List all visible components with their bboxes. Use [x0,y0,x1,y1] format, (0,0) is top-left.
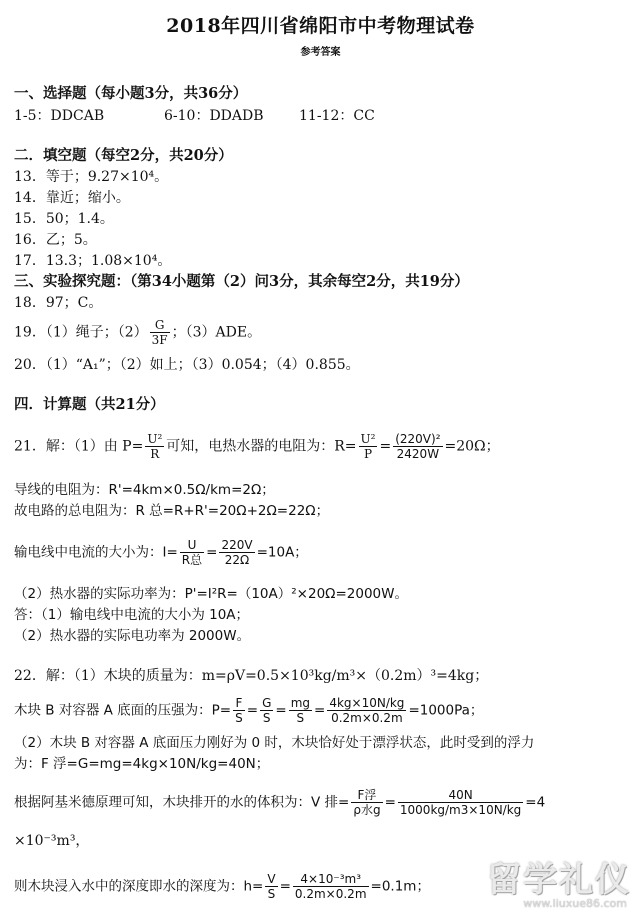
answer-22-step5: 根据阿基米德原理可知，木块排开的水的体积为：V 排= $\frac{\text{F浮}}{\text{ρ水g}}$ = $\frac{40N}{1000kg/m3\times 10N/kg}$ =4 [14,788,546,817]
fraction-mg-over-s: $\frac{mg}{S}$ [290,696,310,725]
watermark-text: 留学礼仪 [487,860,631,900]
answer-13: 13．等于；9.27×10⁴。 [14,169,169,185]
section-calculation: 四．计算题（共21分） [14,396,165,413]
fraction-u2-over-p: $\frac{\text{U²}}{P}$ [360,432,376,461]
section-experiment: 三、实验探究题：（第34小题第（2）问3分，其余每空2分，共19分） [14,273,469,290]
answer-21-step1: 21．解：（1）由 P= $\frac{\text{U²}}{R}$ 可知，电热水器的电阻为：R= $\frac{\text{U²}}{P}$ = $\frac{\text{(220V)²}}{2420W}$ =20Ω； [14,432,500,461]
answer-21-step2: 导线的电阻为：R'=4km×0.5Ω/km=2Ω； [14,482,275,498]
answer-22-step4: 为：F 浮=G=mg=4kg×10N/kg=40N； [14,756,270,772]
answer-14: 14．靠近；缩小。 [14,190,130,206]
fraction-v-over-s: $\frac{V}{S}$ [267,872,276,901]
answer-21-step3: 故电路的总电阻为：R 总=R+R'=20Ω+2Ω=22Ω； [14,503,330,519]
answer-21-conclusion-1: 答：（1）输电线中电流的大小为 10A； [14,607,250,623]
answer-19-text: 19．（1）绳子；（2） [14,324,148,341]
answer-22-step5-continued: ×10⁻³m³， [14,833,90,849]
fraction-u2-over-r: $\frac{\text{U²}}{R}$ [147,432,163,461]
watermark-url: www.liuxue86.com [523,897,627,910]
fraction-4kg-over-area: $\frac{4kg\times 10N/kg}{0.2m\times 0.2m}$ [329,696,405,725]
page-subtitle: 参考答案 [300,47,341,58]
answer-21-conclusion-2: （2）热水器的实际电功率为 2000W。 [14,628,251,644]
mc-answer-11-12: 11-12：CC [299,108,375,124]
answer-22-step3: （2）木块 B 对容器 A 底面压力刚好为 0 时，木块恰好处于漂浮状态，此时受到的浮力 [14,735,535,751]
fraction-g-over-s: $\frac{G}{S}$ [262,696,272,725]
answer-22-step1: 22．解：（1）木块的质量为：m=ρV=0.5×10³kg/m³×（0.2m）³=4kg； [14,668,489,684]
answer-16: 16．乙；5。 [14,232,97,248]
watermark-logo [481,852,631,912]
section-multiple-choice: 一、选择题（每小题3分，共36分） [14,85,248,102]
section-fill-in: 二．填空题（每空2分，共20分） [14,147,233,164]
answer-19 [14,318,261,347]
answer-18: 18．97；C。 [14,295,103,311]
answer-19-tail: ；（3）ADE。 [171,324,262,341]
answer-17: 17．13.3；1.08×10⁴。 [14,253,172,269]
mc-answer-1-5: 1-5：DDCAB [14,108,105,124]
fraction-g-over-3f: $\frac{G}{3F}$ [151,318,168,347]
fraction-220v-over-22ohm: $\frac{220V}{22\Omega}$ [221,538,253,567]
page-title: 2018年四川省绵阳市中考物理试卷 [166,15,475,37]
answer-21-step4: 输电线中电流的大小为：I= $\frac{U}{\text{R总}}$ = $\frac{220V}{22\Omega}$ =10A； [14,538,308,567]
fraction-f-over-s: $\frac{F}{S}$ [235,696,243,725]
fraction-fbuoy-over-rho-g: $\frac{\text{F浮}}{\text{ρ水g}}$ [353,788,381,817]
answer-20: 20．（1）“A₁”；（2）如上；（3）0.054；（4）0.855。 [14,357,360,373]
fraction-volume-over-area: $\frac{\text{4×10⁻³m³}}{0.2m\times 0.2m}$ [294,872,367,901]
fraction-40n-over-density: $\frac{40N}{1000kg/m3\times 10N/kg}$ [399,788,522,817]
mc-answer-6-10: 6-10：DDADB [164,108,264,124]
answer-22-step6: 则木块浸入水中的深度即水的深度为：h= $\frac{V}{S}$ = $\frac{\text{4×10⁻³m³}}{0.2m\times 0.2m}$ =0.1m； [14,872,430,901]
answer-21-step5: （2）热水器的实际功率为：P'=I²R=（10A）²×20Ω=2000W。 [14,586,408,602]
answer-22-step2: 木块 B 对容器 A 底面的压强为：P= $\frac{F}{S}$ = $\frac{G}{S}$ = $\frac{mg}{S}$ = $\frac{4kg\times 10N/kg}{0.2m\times 0.2m}$ =1000Pa； [14,696,484,725]
fraction-220v-over-2420w: $\frac{\text{(220V)²}}{2420W}$ [395,432,441,461]
mc-answers [14,107,375,125]
fraction-u-over-r-total: $\frac{U}{\text{R总}}$ [181,538,203,567]
answer-15: 15．50；1.4。 [14,211,114,227]
